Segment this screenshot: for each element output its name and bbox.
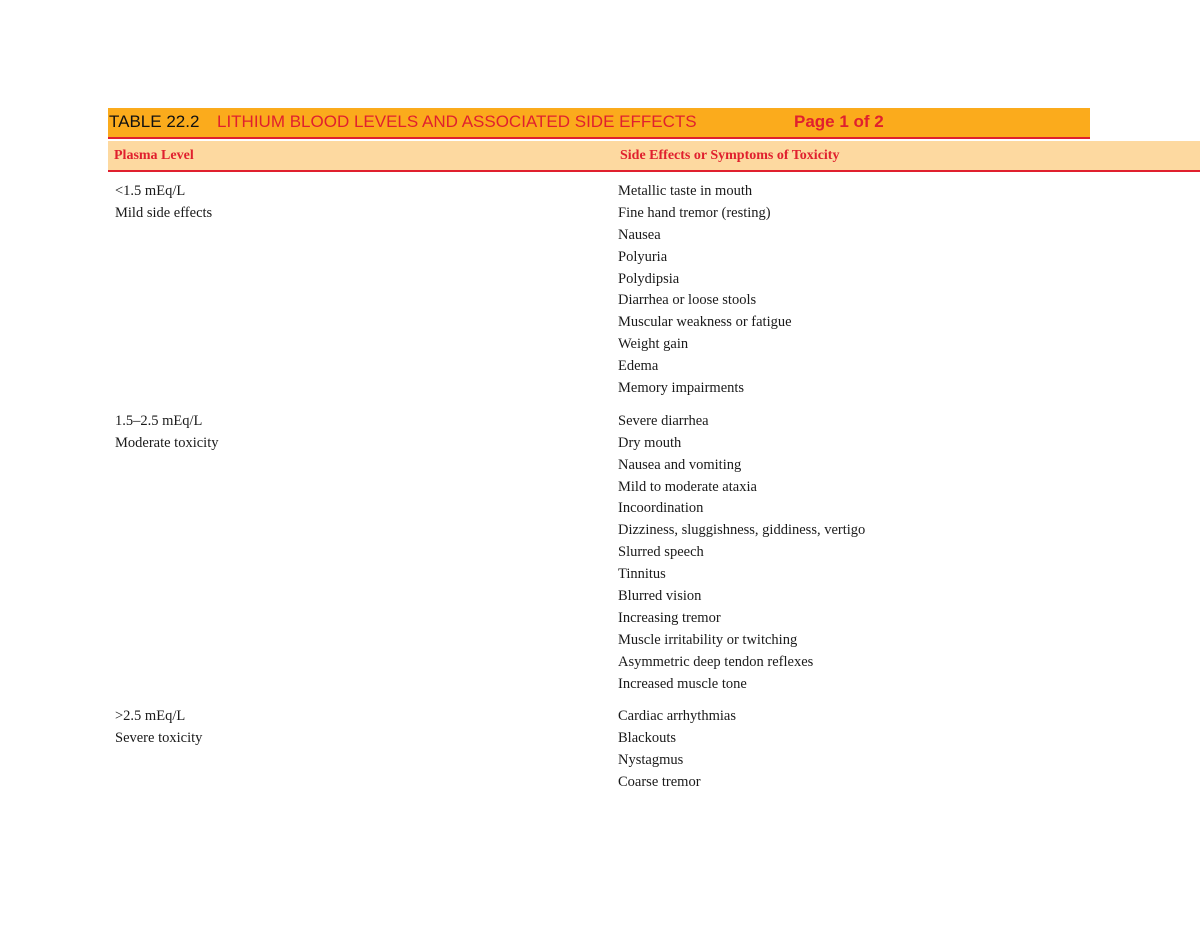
- severity-label: Mild side effects: [115, 204, 213, 221]
- column-header-plasma-level: Plasma Level: [114, 148, 194, 163]
- plasma-level-cell: [108, 411, 614, 696]
- table-body: [108, 181, 1108, 805]
- side-effect-item: Blackouts: [618, 730, 676, 747]
- side-effect-item: Dry mouth: [618, 434, 682, 451]
- side-effect-item: Increased muscle tone: [618, 675, 747, 692]
- plasma-level-value: >2.5 mEq/L: [115, 708, 186, 725]
- side-effect-item: Edema: [618, 358, 659, 375]
- side-effect-item: Diarrhea or loose stools: [618, 292, 757, 309]
- side-effect-item: Polyuria: [618, 248, 668, 265]
- table-header-row: [108, 141, 1200, 172]
- side-effect-item: Nausea: [618, 226, 661, 243]
- side-effect-item: Severe diarrhea: [618, 412, 709, 429]
- side-effect-item: Blurred vision: [618, 588, 702, 605]
- table-title-bar: [108, 108, 1090, 139]
- side-effect-item: Memory impairments: [618, 380, 745, 397]
- side-effect-item: Nausea and vomiting: [618, 456, 742, 473]
- side-effect-item: Muscle irritability or twitching: [618, 631, 798, 648]
- side-effects-cell: [614, 411, 1108, 696]
- plasma-level-cell: [108, 181, 614, 400]
- side-effect-item: Polydipsia: [618, 270, 680, 287]
- side-effect-item: Coarse tremor: [618, 774, 701, 791]
- side-effect-item: Mild to moderate ataxia: [618, 478, 757, 495]
- side-effect-item: Dizziness, sluggishness, giddiness, vertigo: [618, 522, 866, 539]
- side-effect-item: Fine hand tremor (resting): [618, 204, 771, 221]
- table-title: LITHIUM BLOOD LEVELS AND ASSOCIATED SIDE EFFECTS: [217, 112, 697, 131]
- side-effect-item: Increasing tremor: [618, 609, 721, 626]
- side-effect-item: Asymmetric deep tendon reflexes: [618, 653, 814, 670]
- side-effect-item: Metallic taste in mouth: [618, 183, 753, 199]
- plasma-level-value: <1.5 mEq/L: [115, 183, 186, 199]
- table-number: TABLE 22.2: [109, 112, 200, 131]
- severity-label: Severe toxicity: [115, 730, 203, 747]
- page-indicator: Page 1 of 2: [794, 112, 884, 131]
- side-effect-item: Tinnitus: [618, 566, 666, 583]
- plasma-level-value: 1.5–2.5 mEq/L: [115, 412, 203, 429]
- table-row: [108, 181, 1108, 400]
- severity-label: Moderate toxicity: [115, 434, 219, 451]
- side-effect-item: Slurred speech: [618, 544, 704, 561]
- plasma-level-cell: [108, 706, 614, 794]
- side-effect-item: Cardiac arrhythmias: [618, 708, 736, 725]
- table-row: [108, 411, 1108, 696]
- column-header-side-effects: Side Effects or Symptoms of Toxicity: [620, 148, 840, 163]
- side-effect-item: Weight gain: [618, 336, 689, 353]
- side-effects-cell: [614, 706, 1108, 794]
- side-effect-item: Muscular weakness or fatigue: [618, 314, 792, 331]
- side-effect-item: Incoordination: [618, 500, 704, 517]
- side-effect-item: Nystagmus: [618, 752, 684, 769]
- table-row: [108, 706, 1108, 794]
- side-effects-cell: [614, 181, 1108, 400]
